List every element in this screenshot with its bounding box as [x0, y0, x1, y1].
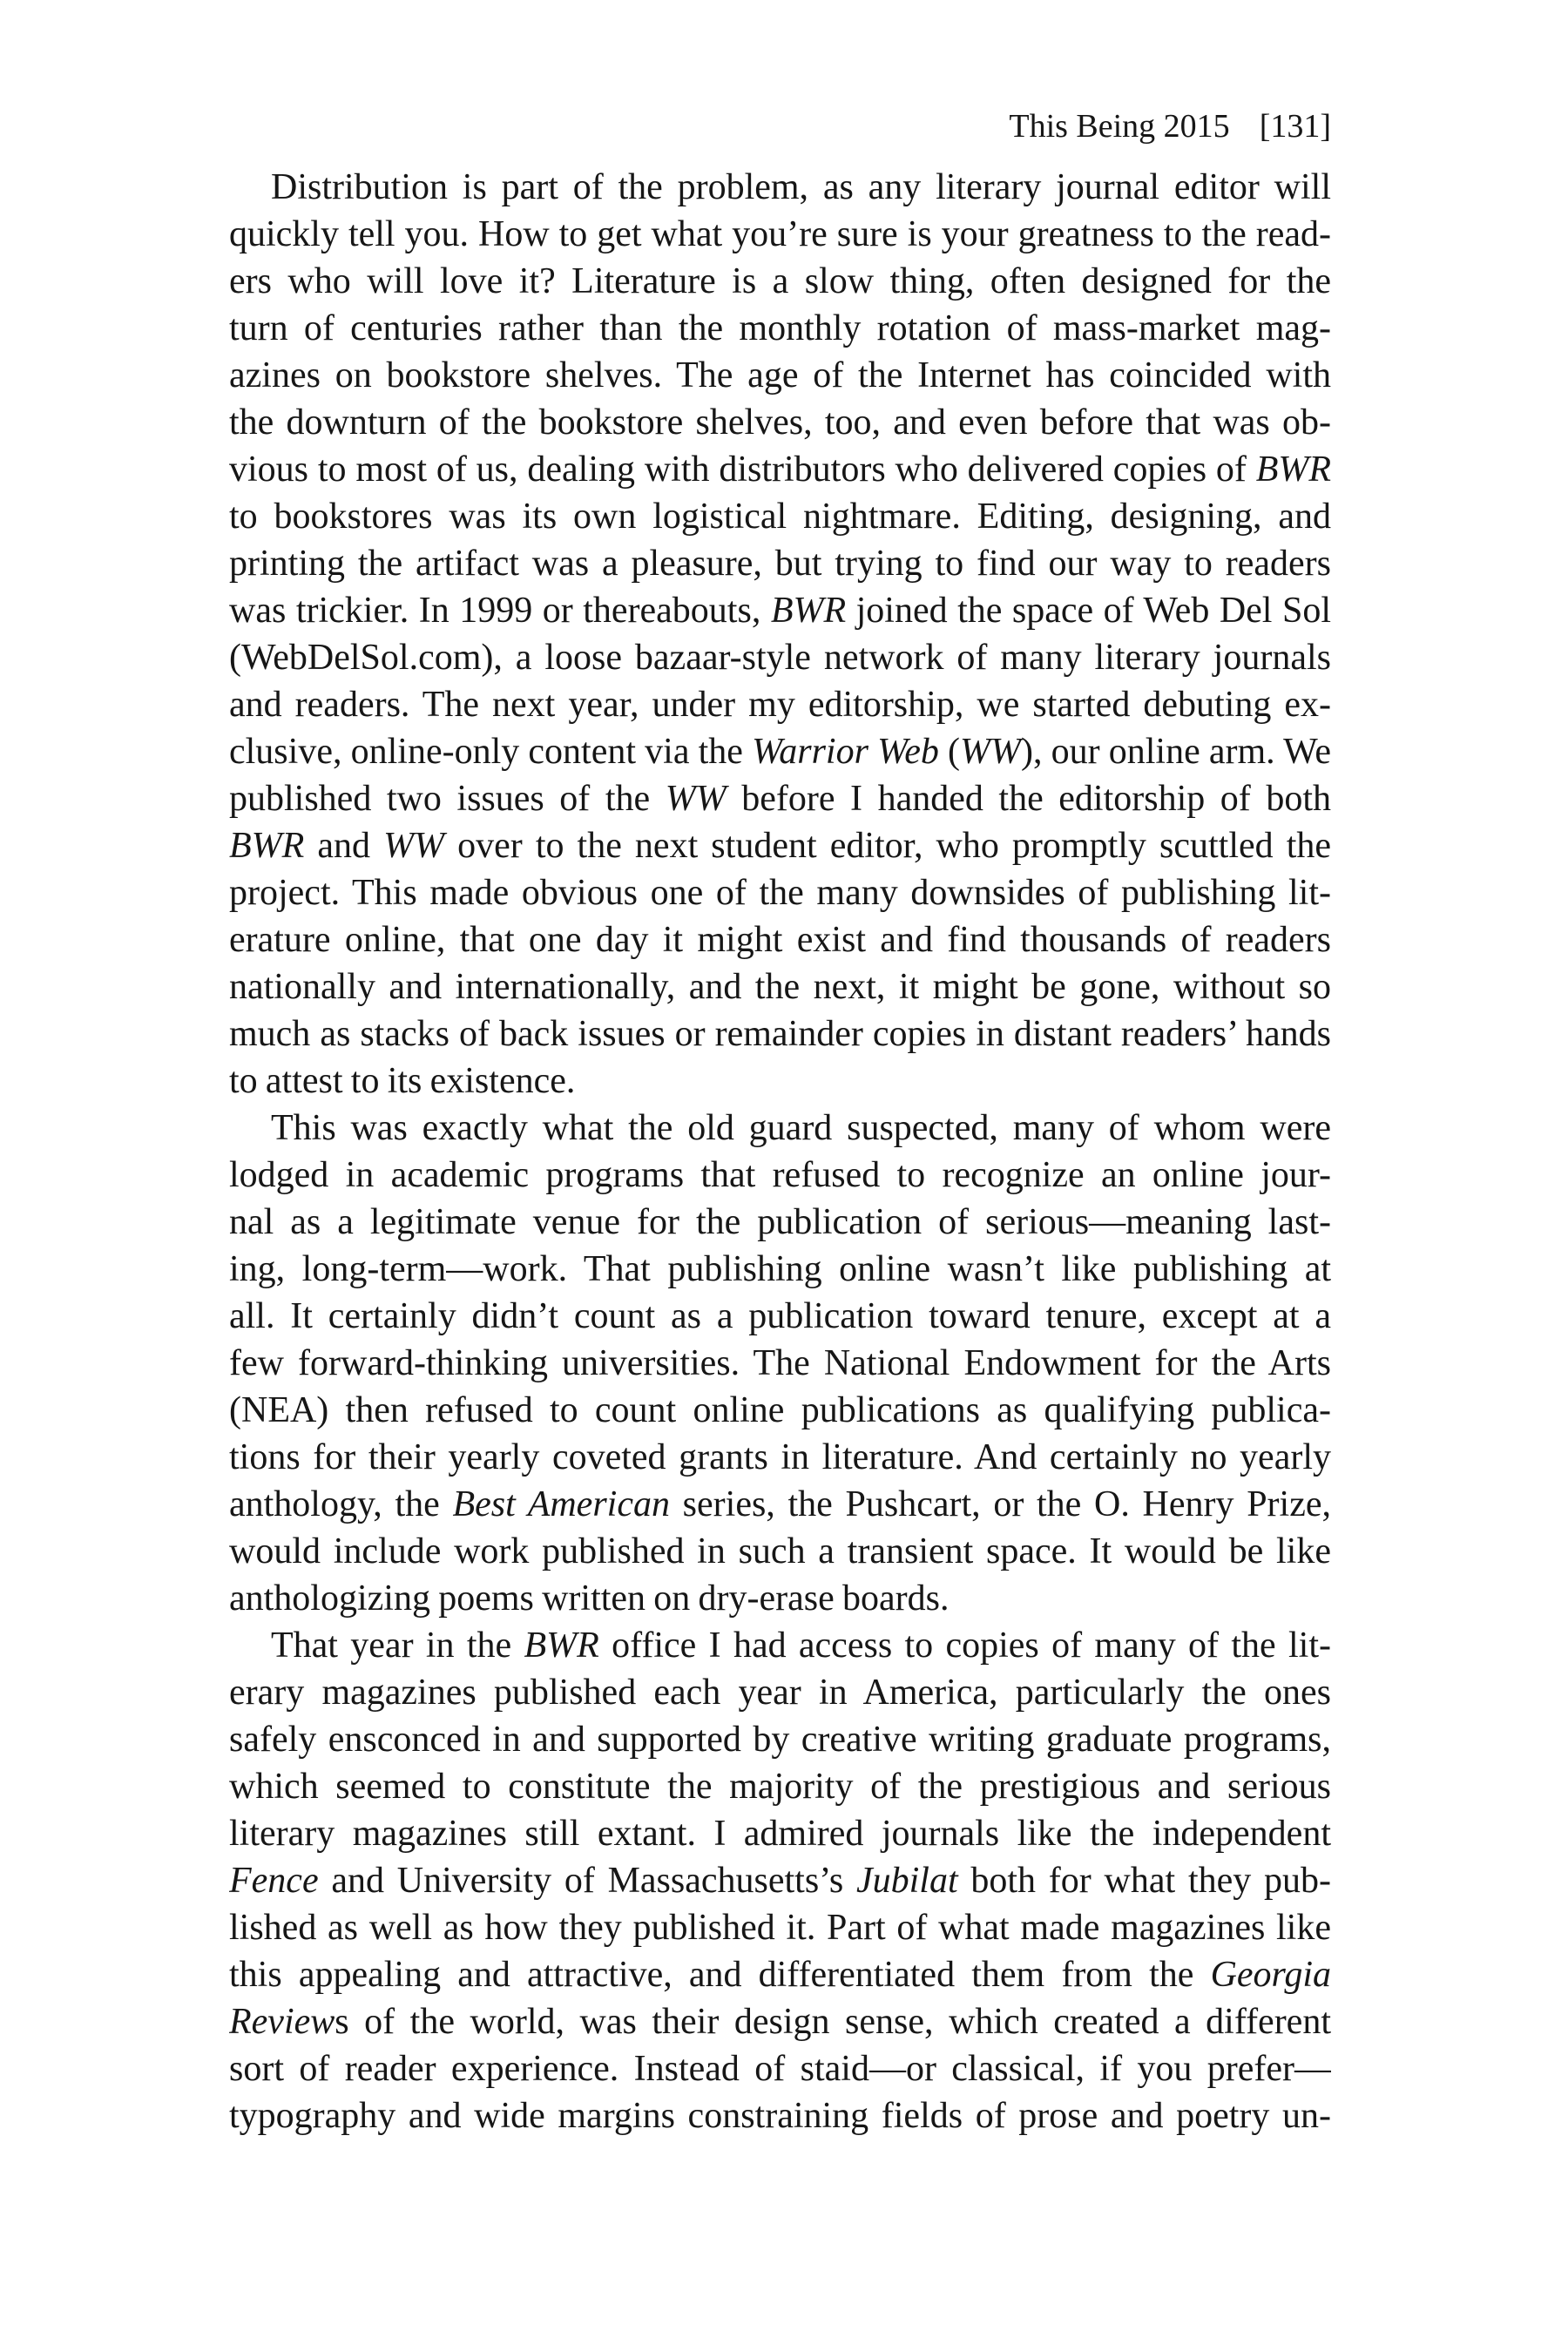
text-line: vious to most of us, dealing with distributors who delivered copies of BWR — [229, 449, 1331, 490]
running-title: This Being 2015 — [1009, 108, 1230, 145]
text-line: typography and wide margins constraining fields of prose and poetry un- — [229, 2096, 1331, 2136]
text-line: Fence and University of Massachusetts’s Jubilat both for what they pub- — [229, 1861, 1331, 1901]
text-line: the downturn of the bookstore shelves, too, and even before that was ob- — [229, 402, 1331, 443]
text-line: would include work published in such a transient space. It would be like — [229, 1531, 1331, 1571]
text-line: project. This made obvious one of the many downsides of publishing lit- — [229, 873, 1331, 913]
text-line: clusive, online-only content via the Warrior Web (WW), our online arm. We — [229, 732, 1331, 772]
text-line: to bookstores was its own logistical nightmare. Editing, designing, and — [229, 497, 1331, 537]
text-line: nationally and internationally, and the next, it might be gone, without so — [229, 967, 1331, 1007]
body-text — [229, 164, 1331, 2139]
text-line: was trickier. In 1999 or thereabouts, BWR joined the space of Web Del Sol — [229, 591, 1331, 631]
text-line: tions for their yearly coveted grants in literature. And certainly no yearly — [229, 1437, 1331, 1477]
text-line: That year in the BWR office I had access to copies of many of the lit- — [271, 1625, 1331, 1666]
text-line: erature online, that one day it might exist and find thousands of readers — [229, 920, 1331, 960]
text-line: which seemed to constitute the majority of the prestigious and serious — [229, 1767, 1331, 1807]
text-line: much as stacks of back issues or remainder copies in distant readers’ hands — [229, 1014, 1331, 1054]
text-line: ers who will love it? Literature is a slow thing, often designed for the — [229, 261, 1331, 301]
text-line: printing the artifact was a pleasure, but trying to find our way to readers — [229, 544, 1331, 584]
text-line: to attest to its existence. — [229, 1061, 576, 1101]
text-line: This was exactly what the old guard suspected, many of whom were — [271, 1108, 1331, 1148]
page-number: [131] — [1259, 108, 1331, 145]
text-line: nal as a legitimate venue for the publication of serious—meaning last- — [229, 1202, 1331, 1242]
text-line: (NEA) then refused to count online publications as qualifying publica- — [229, 1390, 1331, 1430]
text-line: quickly tell you. How to get what you’re sure is your greatness to the read- — [229, 214, 1331, 254]
text-line: Reviews of the world, was their design sense, which created a different — [229, 2002, 1331, 2042]
text-line: ing, long-term—work. That publishing online wasn’t like publishing at — [229, 1249, 1331, 1289]
text-line: safely ensconced in and supported by creative writing graduate programs, — [229, 1720, 1331, 1760]
text-line: this appealing and attractive, and differentiated them from the Georgia — [229, 1955, 1331, 1995]
running-header — [229, 106, 1331, 146]
text-line: BWR and WW over to the next student editor, who promptly scuttled the — [229, 826, 1331, 866]
text-line: published two issues of the WW before I handed the editorship of both — [229, 779, 1331, 819]
text-line: (WebDelSol.com), a loose bazaar-style network of many literary journals — [229, 638, 1331, 678]
text-line: erary magazines published each year in America, particularly the ones — [229, 1673, 1331, 1713]
text-line: Distribution is part of the problem, as any literary journal editor will — [271, 167, 1331, 207]
text-line: literary magazines still extant. I admired journals like the independent — [229, 1814, 1331, 1854]
paragraph — [229, 164, 1331, 1105]
text-line: sort of reader experience. Instead of staid—or classical, if you prefer— — [229, 2049, 1331, 2089]
text-line: anthology, the Best American series, the Pushcart, or the O. Henry Prize, — [229, 1484, 1331, 1524]
text-line: all. It certainly didn’t count as a publication toward tenure, except at a — [229, 1296, 1331, 1336]
paragraph — [229, 1105, 1331, 1622]
text-line: few forward-thinking universities. The National Endowment for the Arts — [229, 1343, 1331, 1383]
text-line: lished as well as how they published it. Part of what made magazines like — [229, 1908, 1331, 1948]
text-line: lodged in academic programs that refused to recognize an online jour- — [229, 1155, 1331, 1195]
text-line: azines on bookstore shelves. The age of the Internet has coincided with — [229, 355, 1331, 395]
text-line: turn of centuries rather than the monthly rotation of mass-market mag- — [229, 308, 1331, 348]
text-line: and readers. The next year, under my editorship, we started debuting ex- — [229, 685, 1331, 725]
text-line: anthologizing poems written on dry-erase boards. — [229, 1578, 950, 1619]
paragraph — [229, 1622, 1331, 2139]
